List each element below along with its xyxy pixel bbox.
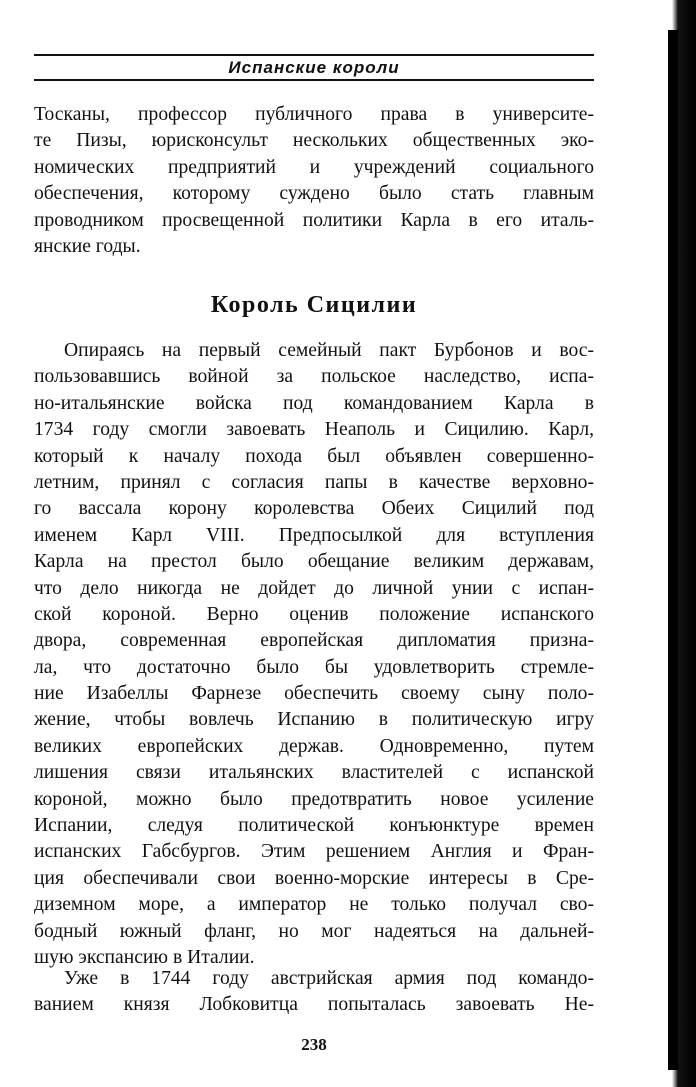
text-line: двора, современная европейская дипломатия призна- <box>34 630 594 652</box>
text-line: бодный южный фланг, но мог надеяться на дальней- <box>34 920 594 942</box>
paragraph-continued <box>34 102 594 260</box>
text-line: номических предприятий и учреждений социального <box>34 156 594 178</box>
scan-edge-spine <box>668 30 678 1070</box>
header-rule-top <box>34 54 594 56</box>
text-line: те Пизы, юрисконсульт нескольких общественных эко- <box>34 130 594 152</box>
text-line: испанских Габсбургов. Этим решением Англия и Фран- <box>34 841 594 863</box>
text-line: 1734 году смогли завоевать Неаполь и Сицилию. Карл, <box>34 419 594 441</box>
text-line: короной, можно было предотвратить новое усиление <box>34 788 594 810</box>
text-line: который к началу похода был объявлен совершенно- <box>34 445 594 467</box>
text-line: Тосканы, профессор публичного права в университе- <box>34 104 594 125</box>
text-line: ла, что достаточно было бы удовлетворить стремле- <box>34 656 594 678</box>
text-line: диземном море, а император не только получал сво- <box>34 894 594 916</box>
text-line: но-итальянские войска под командованием Карла в <box>34 392 594 414</box>
text-line: Уже в 1744 году австрийская армия под командо- <box>64 968 594 989</box>
paragraph-main <box>34 338 594 971</box>
text-line: пользовавшись войной за польское наследство, испа- <box>34 366 594 388</box>
text-line: ванием князя Лобковитца попыталась завоевать Не- <box>34 994 594 1016</box>
header-rule-bottom <box>34 79 594 81</box>
text-line: что дело никогда не дойдет до личной унии с испан- <box>34 577 594 599</box>
text-line: ция обеспечивали свои военно-морские интересы в Сре- <box>34 867 594 889</box>
text-line: янские годы. <box>34 235 141 257</box>
text-line: Опираясь на первый семейный пакт Бурбонов и вос- <box>64 340 594 361</box>
running-title: Испанские короли <box>228 58 400 77</box>
text-line: Карла на престол было обещание великим державам, <box>34 551 594 573</box>
page-number: 238 <box>301 1035 327 1054</box>
text-line: летним, принял с согласия папы в качестве верховно- <box>34 471 594 493</box>
section-heading: Король Сицилии <box>210 292 418 318</box>
text-line: жение, чтобы вовлечь Испанию в политическую игру <box>34 709 594 731</box>
text-line: Испании, следуя политической конъюнктуре времен <box>34 815 594 837</box>
text-line: проводником просвещенной политики Карла в его италь- <box>34 209 594 231</box>
text-line: обеспечения, которому суждено было стать главным <box>34 183 594 205</box>
text-line: именем Карл VIII. Предпосылкой для вступления <box>34 524 594 546</box>
text-line: лишения связи итальянских властителей с испанской <box>34 762 594 784</box>
paragraph-next <box>34 966 594 1019</box>
text-line: го вассала корону королевства Обеих Сицилий под <box>34 498 594 520</box>
text-line: шую экспансию в Италии. <box>34 946 255 968</box>
text-line: ние Изабеллы Фарнезе обеспечить своему сыну поло- <box>34 683 594 705</box>
text-line: великих европейских держав. Одновременно, путем <box>34 735 594 757</box>
text-line: ской короной. Верно оценив положение испанского <box>34 603 594 625</box>
